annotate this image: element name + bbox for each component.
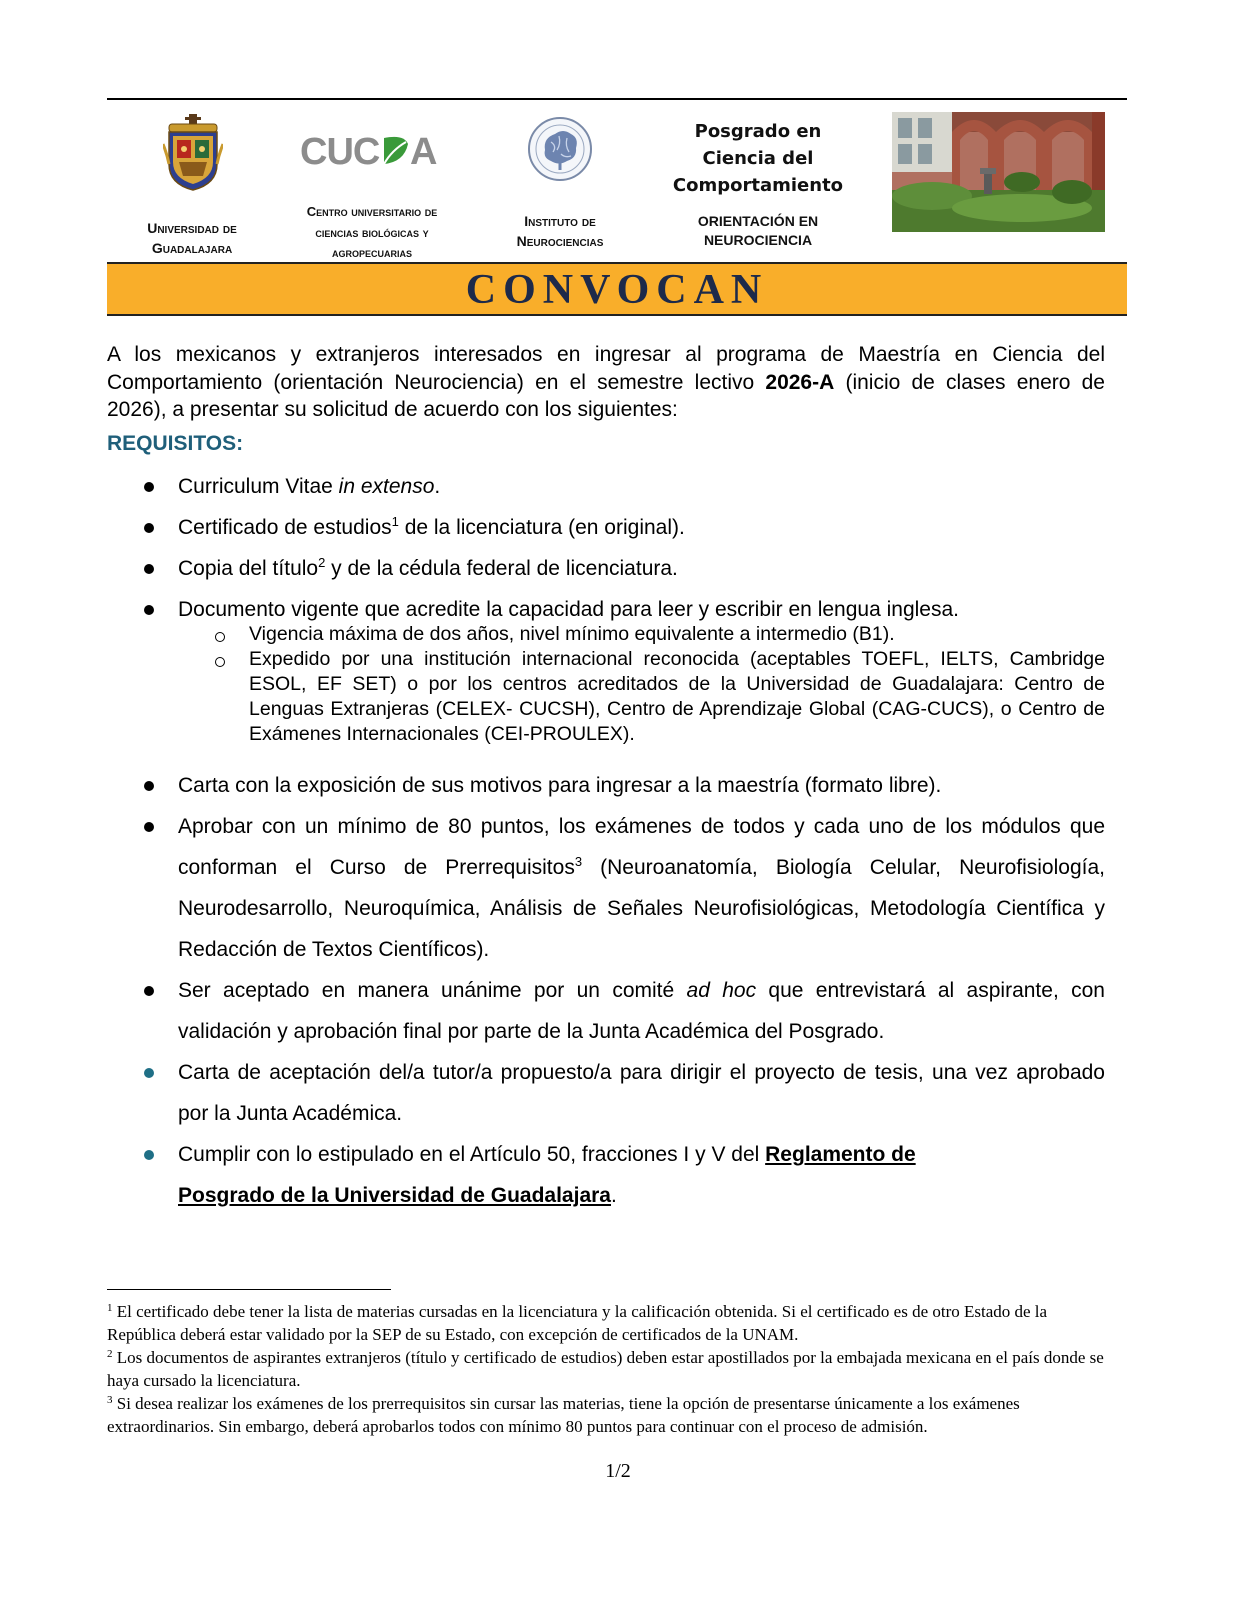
req2-footnote-ref: 1 bbox=[391, 514, 399, 529]
cucba-caption-line1: Centro universitario de bbox=[306, 204, 438, 219]
udg-caption-line1: Universidad de bbox=[147, 220, 237, 236]
footnote-3-number: 3 bbox=[107, 1394, 113, 1406]
requirement-cv bbox=[178, 473, 1105, 500]
intro-part2: (inicio de clases enero de 2026), a presentar su solicitud de acuerdo con los siguientes: bbox=[107, 370, 1105, 421]
bullet-dot bbox=[144, 986, 154, 996]
sub-bullet-ring bbox=[215, 657, 225, 667]
req9-end: . bbox=[610, 1184, 617, 1207]
bullet-dot bbox=[144, 605, 154, 615]
svg-text:A: A bbox=[410, 131, 438, 172]
ineuro-caption-line2: Neurociencias bbox=[516, 233, 604, 249]
footnote-1-number: 1 bbox=[107, 1302, 113, 1314]
reglamento-link-part1[interactable]: Reglamento de bbox=[765, 1143, 916, 1166]
footnote-2-number: 2 bbox=[107, 1348, 113, 1360]
orientacion-line2: NEUROCIENCIA bbox=[703, 232, 813, 248]
orientacion-label bbox=[660, 212, 856, 250]
req9-text: Cumplir con lo estipulado en el Artículo 50, fracciones I y V del bbox=[178, 1143, 766, 1166]
banner-title: CONVOCAN bbox=[465, 267, 769, 313]
requirement-reglamento bbox=[178, 1134, 1105, 1216]
requirement-ingles-vigencia: Vigencia máxima de dos años, nivel mínimo equivalente a intermedio (B1). bbox=[249, 623, 895, 645]
udg-caption-line2: Guadalajara bbox=[151, 240, 233, 256]
footnote-1 bbox=[107, 1300, 1105, 1346]
intro-part1: A los mexicanos y extranjeros interesados en ingresar al programa de Maestría en Ciencia del Comportamiento (orientación Neurociencia) en el semestre lectivo bbox=[107, 343, 1105, 394]
req6-text: Aprobar con un mínimo de 80 puntos, los exámenes de todos y cada uno de los módulos que conforman el Curso de Prerrequisitos bbox=[178, 815, 1105, 879]
requirement-carta-motivos bbox=[178, 772, 1105, 799]
intro-semester: 2026-A bbox=[765, 370, 835, 394]
bullet-dot bbox=[144, 564, 154, 574]
req1-text: Curriculum Vitae bbox=[178, 475, 339, 498]
req1-italic: in extenso bbox=[338, 475, 435, 498]
requirement-comite bbox=[178, 970, 1105, 1052]
intro-paragraph bbox=[107, 341, 1105, 424]
footnote-3 bbox=[107, 1392, 1105, 1438]
req1-end: . bbox=[434, 475, 441, 498]
convocan-banner bbox=[107, 262, 1127, 316]
req8-text: Carta de aceptación del/a tutor/a propuesto/a para dirigir el proyecto de tesis, una vez aprobado por la Junta Académica. bbox=[178, 1061, 1105, 1125]
req3-end: y de la cédula federal de licenciatura. bbox=[325, 557, 678, 580]
req2-end: de la licenciatura (en original). bbox=[398, 516, 685, 539]
req6-end: (Neuroanatomía, Biología Celular, Neurofisiología, Neurodesarrollo, Neuroquímica, Análisis de Señales Neurofisiológicas, Metodología Científica y Redacción de Textos Científicos). bbox=[178, 856, 1105, 961]
posgrado-line2: Ciencia del bbox=[702, 148, 814, 169]
requisitos-heading: REQUISITOS: bbox=[107, 432, 244, 455]
req7-italic: ad hoc bbox=[686, 979, 757, 1002]
cucba-logo bbox=[300, 128, 445, 172]
posgrado-line1: Posgrado en bbox=[694, 121, 822, 142]
cucba-caption-line2: ciencias biológicas y bbox=[315, 224, 429, 240]
requirement-ingles-expedido: Expedido por una institución internacional reconocida (aceptables TOEFL, IELTS, Cambridge ESOL, EF SET) o por los centros acreditados de la Universidad de Guadalajara: Centro de Lenguas Extranjeras (CELEX- CUCSH), Centro de Aprendizaje Global (CAG-CUCS), o Centro de Exámenes Internacionales (CEI-PROULEX). bbox=[249, 648, 1105, 745]
udg-coat-of-arms-logo bbox=[163, 114, 223, 192]
cucba-caption bbox=[282, 202, 462, 264]
bullet-dot bbox=[144, 1068, 154, 1078]
bullet-dot bbox=[144, 482, 154, 492]
footnote-separator bbox=[107, 1289, 391, 1290]
footnote-2-text: Los documentos de aspirantes extranjeros (título y certificado de estudios) deben estar apostillados por la embajada mexicana en el país donde se haya cursado la licenciatura. bbox=[107, 1348, 1104, 1390]
campus-courtyard-photo bbox=[892, 112, 1105, 232]
requirement-prerrequisitos bbox=[178, 806, 1105, 970]
bullet-dot bbox=[144, 1150, 154, 1160]
bullet-dot bbox=[144, 781, 154, 791]
instituto-neurociencias-seal-logo bbox=[527, 116, 593, 182]
cucba-caption-line3: agropecuarias bbox=[331, 245, 412, 260]
req6-footnote-ref: 3 bbox=[574, 854, 583, 869]
bullet-dot bbox=[144, 822, 154, 832]
requirement-certificado bbox=[178, 514, 1105, 541]
req3-text: Copia del título bbox=[178, 557, 319, 580]
requirement-ingles bbox=[178, 596, 1105, 623]
udg-caption bbox=[122, 218, 262, 258]
req7-end: que entrevistará al aspirante, con validación y aprobación final por parte de la Junta Académica del Posgrado. bbox=[178, 979, 1105, 1043]
sub-bullet-ring bbox=[215, 632, 225, 642]
req3-footnote-ref: 2 bbox=[318, 555, 326, 570]
posgrado-title bbox=[660, 118, 856, 199]
ineuro-caption-line1: Instituto de bbox=[524, 213, 596, 229]
requirement-carta-tutor bbox=[178, 1052, 1105, 1134]
svg-text:CUC: CUC bbox=[300, 131, 380, 172]
footnote-1-text: El certificado debe tener la lista de materias cursadas en la licenciatura y la calificación obtenida. Si el certificado es de otro Estado de la República deberá estar validado por la SEP de su Estado, con excepción de certificados de la UNAM. bbox=[107, 1302, 1048, 1344]
req5-text: Carta con la exposición de sus motivos para ingresar a la maestría (formato libre). bbox=[178, 774, 942, 797]
footnote-2 bbox=[107, 1346, 1105, 1392]
requirement-titulo bbox=[178, 555, 1105, 582]
bullet-dot bbox=[144, 523, 154, 533]
orientacion-line1: ORIENTACIÓN EN bbox=[697, 213, 819, 229]
header-top-rule bbox=[107, 98, 1127, 100]
page-number: 1/2 bbox=[605, 1460, 631, 1482]
reglamento-link-part2[interactable]: Posgrado de la Universidad de Guadalajara bbox=[178, 1184, 611, 1207]
req2-text: Certificado de estudios bbox=[178, 516, 392, 539]
posgrado-line3: Comportamiento bbox=[672, 175, 844, 196]
footnote-3-text: Si desea realizar los exámenes de los prerrequisitos sin cursar las materias, tiene la opción de presentarse únicamente a los exámenes extraordinarios. Sin embargo, deberá aprobarlos todos con mínimo 80 puntos para continuar con el proceso de admisión. bbox=[107, 1394, 1020, 1436]
ineuro-caption bbox=[492, 211, 628, 251]
req4-text: Documento vigente que acredite la capacidad para leer y escribir en lengua inglesa. bbox=[178, 598, 959, 621]
req7-text: Ser aceptado en manera unánime por un comité bbox=[178, 979, 687, 1002]
